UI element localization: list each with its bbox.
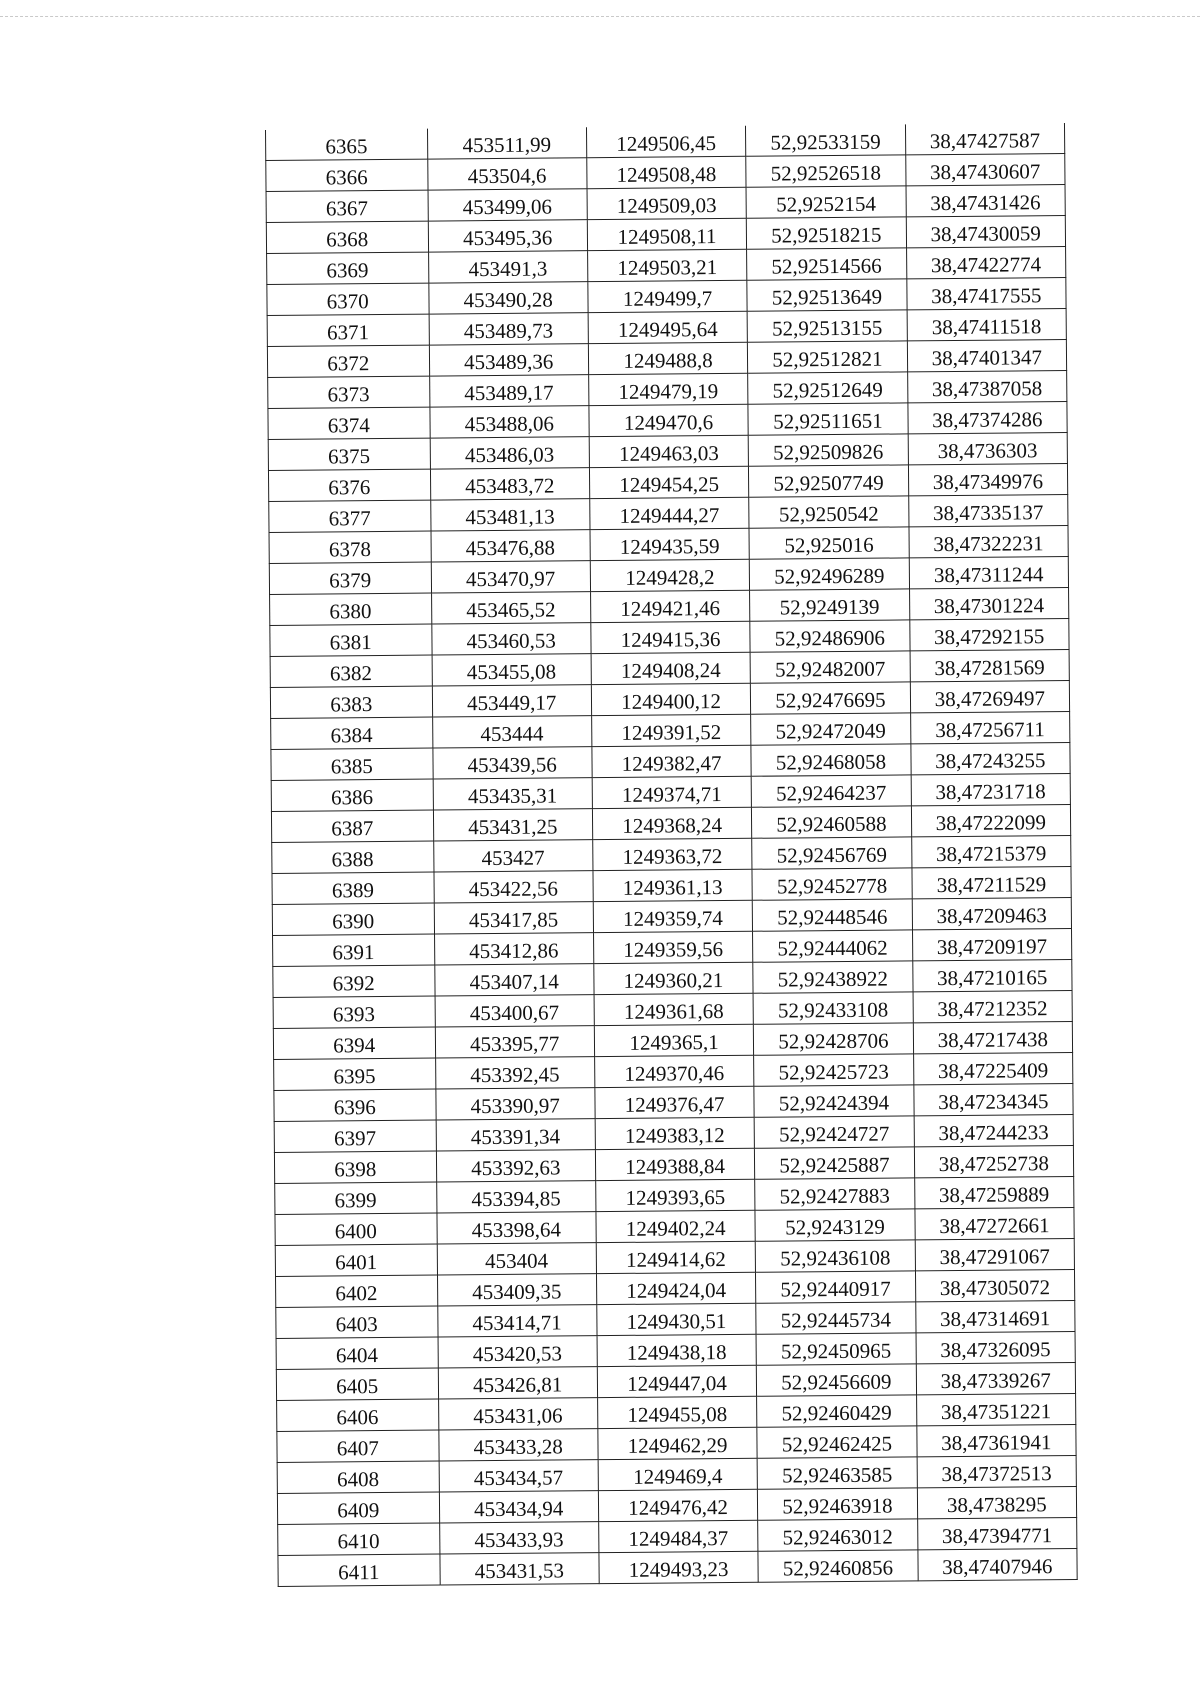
y-coordinate-cell: 1249368,24 xyxy=(592,807,752,839)
y-coordinate-cell: 1249469,4 xyxy=(598,1458,758,1490)
longitude-cell: 38,47387058 xyxy=(907,371,1067,403)
x-coordinate-cell: 453404 xyxy=(437,1243,597,1275)
x-coordinate-cell: 453495,36 xyxy=(428,220,588,252)
x-coordinate-cell: 453392,63 xyxy=(436,1150,596,1182)
y-coordinate-cell: 1249359,74 xyxy=(593,900,753,932)
longitude-cell: 38,47225409 xyxy=(913,1052,1073,1084)
latitude-cell: 52,92514566 xyxy=(747,248,907,280)
x-coordinate-cell: 453400,67 xyxy=(435,995,595,1027)
longitude-cell: 38,47217438 xyxy=(913,1021,1073,1053)
longitude-cell: 38,4736303 xyxy=(908,433,1068,465)
y-coordinate-cell: 1249463,03 xyxy=(589,435,749,467)
y-coordinate-cell: 1249382,47 xyxy=(592,745,752,777)
y-coordinate-cell: 1249488,8 xyxy=(588,342,748,374)
longitude-cell: 38,47430607 xyxy=(905,154,1065,186)
latitude-cell: 52,92533159 xyxy=(746,124,906,156)
latitude-cell: 52,92476695 xyxy=(751,682,911,714)
latitude-cell: 52,92448546 xyxy=(752,899,912,931)
latitude-cell: 52,92464237 xyxy=(751,775,911,807)
latitude-cell: 52,92456609 xyxy=(757,1364,917,1396)
longitude-cell: 38,47291067 xyxy=(915,1238,1075,1270)
x-coordinate-cell: 453427 xyxy=(433,840,593,872)
x-coordinate-cell: 453414,71 xyxy=(437,1305,597,1337)
latitude-cell: 52,92486906 xyxy=(750,620,910,652)
point-number-cell: 6381 xyxy=(270,624,432,656)
y-coordinate-cell: 1249374,71 xyxy=(592,776,752,808)
latitude-cell: 52,92424394 xyxy=(754,1085,914,1117)
x-coordinate-cell: 453481,13 xyxy=(430,499,590,531)
y-coordinate-cell: 1249447,04 xyxy=(597,1365,757,1397)
point-number-cell: 6398 xyxy=(274,1151,436,1183)
x-coordinate-cell: 453394,85 xyxy=(436,1181,596,1213)
latitude-cell: 52,92460588 xyxy=(752,806,912,838)
y-coordinate-cell: 1249454,25 xyxy=(589,466,749,498)
latitude-cell: 52,92450965 xyxy=(756,1333,916,1365)
longitude-cell: 38,47301224 xyxy=(909,588,1069,620)
point-number-cell: 6407 xyxy=(277,1430,439,1462)
point-number-cell: 6394 xyxy=(273,1027,435,1059)
point-number-cell: 6410 xyxy=(278,1523,440,1555)
point-number-cell: 6396 xyxy=(274,1089,436,1121)
longitude-cell: 38,47222099 xyxy=(911,804,1071,836)
longitude-cell: 38,47361941 xyxy=(916,1424,1076,1456)
point-number-cell: 6400 xyxy=(275,1213,437,1245)
y-coordinate-cell: 1249438,18 xyxy=(597,1334,757,1366)
point-number-cell: 6385 xyxy=(271,748,433,780)
longitude-cell: 38,47244233 xyxy=(914,1114,1074,1146)
scan-top-border xyxy=(0,16,1200,17)
y-coordinate-cell: 1249484,37 xyxy=(599,1520,759,1552)
x-coordinate-cell: 453489,73 xyxy=(429,313,589,345)
longitude-cell: 38,47292155 xyxy=(909,619,1069,651)
latitude-cell: 52,92468058 xyxy=(751,744,911,776)
x-coordinate-cell: 453449,17 xyxy=(432,685,592,717)
longitude-cell: 38,47411518 xyxy=(907,309,1067,341)
y-coordinate-cell: 1249408,24 xyxy=(591,652,751,684)
x-coordinate-cell: 453407,14 xyxy=(434,964,594,996)
point-number-cell: 6374 xyxy=(268,407,430,439)
x-coordinate-cell: 453455,08 xyxy=(432,654,592,686)
latitude-cell: 52,92526518 xyxy=(746,155,906,187)
longitude-cell: 38,47209463 xyxy=(912,897,1072,929)
longitude-cell: 38,47401347 xyxy=(907,340,1067,372)
latitude-cell: 52,92472049 xyxy=(751,713,911,745)
longitude-cell: 38,47430059 xyxy=(906,216,1066,248)
longitude-cell: 38,47211529 xyxy=(912,866,1072,898)
latitude-cell: 52,925016 xyxy=(749,527,909,559)
latitude-cell: 52,92518215 xyxy=(747,217,907,249)
point-number-cell: 6403 xyxy=(276,1306,438,1338)
x-coordinate-cell: 453476,88 xyxy=(431,530,591,562)
point-number-cell: 6373 xyxy=(268,376,430,408)
longitude-cell: 38,47335137 xyxy=(908,495,1068,527)
point-number-cell: 6370 xyxy=(267,283,429,315)
longitude-cell: 38,47281569 xyxy=(910,650,1070,682)
latitude-cell: 52,92433108 xyxy=(753,992,913,1024)
longitude-cell: 38,47231718 xyxy=(911,773,1071,805)
longitude-cell: 38,47272661 xyxy=(915,1207,1075,1239)
y-coordinate-cell: 1249359,56 xyxy=(593,931,753,963)
latitude-cell: 52,92463585 xyxy=(757,1457,917,1489)
point-number-cell: 6369 xyxy=(267,252,429,284)
point-number-cell: 6365 xyxy=(265,129,427,161)
point-number-cell: 6393 xyxy=(273,996,435,1028)
latitude-cell: 52,9252154 xyxy=(746,186,906,218)
y-coordinate-cell: 1249506,45 xyxy=(586,126,746,158)
point-number-cell: 6404 xyxy=(276,1337,438,1369)
x-coordinate-cell: 453490,28 xyxy=(428,282,588,314)
x-coordinate-cell: 453434,94 xyxy=(439,1491,599,1523)
point-number-cell: 6390 xyxy=(272,903,434,935)
coordinates-table-body xyxy=(265,123,1077,1586)
x-coordinate-cell: 453420,53 xyxy=(438,1336,598,1368)
point-number-cell: 6389 xyxy=(272,872,434,904)
longitude-cell: 38,47394771 xyxy=(917,1517,1077,1549)
point-number-cell: 6366 xyxy=(266,159,428,191)
point-number-cell: 6409 xyxy=(277,1492,439,1524)
longitude-cell: 38,47431426 xyxy=(906,185,1066,217)
x-coordinate-cell: 453431,06 xyxy=(438,1398,598,1430)
y-coordinate-cell: 1249360,21 xyxy=(594,962,754,994)
latitude-cell: 52,92512821 xyxy=(748,341,908,373)
x-coordinate-cell: 453398,64 xyxy=(436,1212,596,1244)
point-number-cell: 6376 xyxy=(268,469,430,501)
y-coordinate-cell: 1249421,46 xyxy=(590,590,750,622)
point-number-cell: 6405 xyxy=(276,1368,438,1400)
longitude-cell: 38,47311244 xyxy=(909,557,1069,589)
latitude-cell: 52,92427883 xyxy=(755,1178,915,1210)
longitude-cell: 38,47372513 xyxy=(917,1455,1077,1487)
x-coordinate-cell: 453412,86 xyxy=(434,933,594,965)
x-coordinate-cell: 453433,93 xyxy=(439,1522,599,1554)
latitude-cell: 52,92463012 xyxy=(758,1519,918,1551)
y-coordinate-cell: 1249509,03 xyxy=(587,187,747,219)
y-coordinate-cell: 1249388,84 xyxy=(595,1148,755,1180)
y-coordinate-cell: 1249383,12 xyxy=(595,1117,755,1149)
x-coordinate-cell: 453460,53 xyxy=(431,623,591,655)
point-number-cell: 6406 xyxy=(277,1399,439,1431)
point-number-cell: 6411 xyxy=(278,1554,440,1586)
longitude-cell: 38,47322231 xyxy=(909,526,1069,558)
point-number-cell: 6367 xyxy=(266,190,428,222)
y-coordinate-cell: 1249476,42 xyxy=(598,1489,758,1521)
y-coordinate-cell: 1249430,51 xyxy=(597,1303,757,1335)
y-coordinate-cell: 1249402,24 xyxy=(596,1210,756,1242)
latitude-cell: 52,92507749 xyxy=(749,465,909,497)
latitude-cell: 52,92482007 xyxy=(750,651,910,683)
x-coordinate-cell: 453391,34 xyxy=(436,1119,596,1151)
longitude-cell: 38,47417555 xyxy=(906,278,1066,310)
y-coordinate-cell: 1249376,47 xyxy=(595,1086,755,1118)
longitude-cell: 38,47422774 xyxy=(906,247,1066,279)
point-number-cell: 6388 xyxy=(272,841,434,873)
y-coordinate-cell: 1249428,2 xyxy=(590,559,750,591)
y-coordinate-cell: 1249508,11 xyxy=(587,218,747,250)
longitude-cell: 38,47212352 xyxy=(913,990,1073,1022)
point-number-cell: 6368 xyxy=(266,221,428,253)
latitude-cell: 52,92425723 xyxy=(754,1054,914,1086)
longitude-cell: 38,47305072 xyxy=(915,1269,1075,1301)
longitude-cell: 38,47259889 xyxy=(914,1176,1074,1208)
y-coordinate-cell: 1249391,52 xyxy=(591,714,751,746)
longitude-cell: 38,47243255 xyxy=(910,742,1070,774)
point-number-cell: 6377 xyxy=(269,500,431,532)
y-coordinate-cell: 1249455,08 xyxy=(597,1396,757,1428)
longitude-cell: 38,47374286 xyxy=(907,402,1067,434)
point-number-cell: 6378 xyxy=(269,531,431,563)
y-coordinate-cell: 1249415,36 xyxy=(591,621,751,653)
y-coordinate-cell: 1249361,68 xyxy=(594,993,754,1025)
x-coordinate-cell: 453499,06 xyxy=(428,189,588,221)
latitude-cell: 52,92428706 xyxy=(754,1023,914,1055)
longitude-cell: 38,47407946 xyxy=(918,1548,1078,1580)
table-row xyxy=(278,1548,1077,1586)
latitude-cell: 52,92440917 xyxy=(756,1271,916,1303)
longitude-cell: 38,47427587 xyxy=(905,123,1065,155)
x-coordinate-cell: 453433,28 xyxy=(438,1429,598,1461)
y-coordinate-cell: 1249393,65 xyxy=(596,1179,756,1211)
x-coordinate-cell: 453435,31 xyxy=(433,778,593,810)
point-number-cell: 6371 xyxy=(267,314,429,346)
point-number-cell: 6380 xyxy=(270,593,432,625)
longitude-cell: 38,47215379 xyxy=(911,835,1071,867)
y-coordinate-cell: 1249435,59 xyxy=(590,528,750,560)
longitude-cell: 38,47234345 xyxy=(913,1083,1073,1115)
latitude-cell: 52,9249139 xyxy=(750,589,910,621)
x-coordinate-cell: 453486,03 xyxy=(430,437,590,469)
latitude-cell: 52,92512649 xyxy=(748,372,908,404)
latitude-cell: 52,9243129 xyxy=(755,1209,915,1241)
point-number-cell: 6392 xyxy=(273,965,435,997)
latitude-cell: 52,92463918 xyxy=(758,1488,918,1520)
coordinates-table xyxy=(265,123,1078,1587)
x-coordinate-cell: 453465,52 xyxy=(431,592,591,624)
longitude-cell: 38,47269497 xyxy=(910,681,1070,713)
latitude-cell: 52,92456769 xyxy=(752,837,912,869)
point-number-cell: 6384 xyxy=(271,717,433,749)
x-coordinate-cell: 453489,17 xyxy=(429,375,589,407)
point-number-cell: 6391 xyxy=(273,934,435,966)
point-number-cell: 6397 xyxy=(274,1120,436,1152)
latitude-cell: 52,92436108 xyxy=(755,1240,915,1272)
y-coordinate-cell: 1249479,19 xyxy=(589,373,749,405)
x-coordinate-cell: 453390,97 xyxy=(435,1088,595,1120)
y-coordinate-cell: 1249493,23 xyxy=(599,1551,759,1583)
x-coordinate-cell: 453422,56 xyxy=(433,871,593,903)
x-coordinate-cell: 453489,36 xyxy=(429,344,589,376)
y-coordinate-cell: 1249508,48 xyxy=(587,156,747,188)
x-coordinate-cell: 453409,35 xyxy=(437,1274,597,1306)
x-coordinate-cell: 453483,72 xyxy=(430,468,590,500)
x-coordinate-cell: 453431,25 xyxy=(433,809,593,841)
latitude-cell: 52,9250542 xyxy=(749,496,909,528)
point-number-cell: 6395 xyxy=(274,1058,436,1090)
x-coordinate-cell: 453395,77 xyxy=(435,1026,595,1058)
latitude-cell: 52,92438922 xyxy=(753,961,913,993)
latitude-cell: 52,92425887 xyxy=(755,1147,915,1179)
latitude-cell: 52,92452778 xyxy=(752,868,912,900)
point-number-cell: 6379 xyxy=(269,562,431,594)
point-number-cell: 6386 xyxy=(271,779,433,811)
point-number-cell: 6372 xyxy=(267,345,429,377)
longitude-cell: 38,47209197 xyxy=(912,928,1072,960)
latitude-cell: 52,92462425 xyxy=(757,1426,917,1458)
latitude-cell: 52,92511651 xyxy=(748,403,908,435)
y-coordinate-cell: 1249363,72 xyxy=(593,838,753,870)
x-coordinate-cell: 453444 xyxy=(432,716,592,748)
x-coordinate-cell: 453491,3 xyxy=(428,251,588,283)
y-coordinate-cell: 1249503,21 xyxy=(587,249,747,281)
latitude-cell: 52,92513649 xyxy=(747,279,907,311)
y-coordinate-cell: 1249400,12 xyxy=(591,683,751,715)
point-number-cell: 6383 xyxy=(270,686,432,718)
x-coordinate-cell: 453470,97 xyxy=(431,561,591,593)
longitude-cell: 38,47314691 xyxy=(915,1300,1075,1332)
y-coordinate-cell: 1249370,46 xyxy=(594,1055,754,1087)
x-coordinate-cell: 453431,53 xyxy=(439,1553,599,1585)
y-coordinate-cell: 1249414,62 xyxy=(596,1241,756,1273)
x-coordinate-cell: 453439,56 xyxy=(432,747,592,779)
x-coordinate-cell: 453504,6 xyxy=(427,158,587,190)
y-coordinate-cell: 1249365,1 xyxy=(594,1024,754,1056)
latitude-cell: 52,92444062 xyxy=(753,930,913,962)
longitude-cell: 38,47256711 xyxy=(910,712,1070,744)
x-coordinate-cell: 453392,45 xyxy=(435,1057,595,1089)
y-coordinate-cell: 1249470,6 xyxy=(589,404,749,436)
point-number-cell: 6375 xyxy=(268,438,430,470)
latitude-cell: 52,92424727 xyxy=(754,1116,914,1148)
x-coordinate-cell: 453434,57 xyxy=(439,1460,599,1492)
latitude-cell: 52,92460856 xyxy=(758,1550,918,1582)
latitude-cell: 52,92513155 xyxy=(747,310,907,342)
longitude-cell: 38,4738295 xyxy=(917,1486,1077,1518)
y-coordinate-cell: 1249462,29 xyxy=(598,1427,758,1459)
longitude-cell: 38,47252738 xyxy=(914,1145,1074,1177)
x-coordinate-cell: 453488,06 xyxy=(429,406,589,438)
point-number-cell: 6399 xyxy=(275,1182,437,1214)
latitude-cell: 52,92445734 xyxy=(756,1302,916,1334)
longitude-cell: 38,47349976 xyxy=(908,464,1068,496)
x-coordinate-cell: 453511,99 xyxy=(427,127,587,159)
latitude-cell: 52,92509826 xyxy=(748,434,908,466)
y-coordinate-cell: 1249499,7 xyxy=(588,280,748,312)
y-coordinate-cell: 1249424,04 xyxy=(596,1272,756,1304)
point-number-cell: 6401 xyxy=(275,1244,437,1276)
y-coordinate-cell: 1249444,27 xyxy=(590,497,750,529)
y-coordinate-cell: 1249495,64 xyxy=(588,311,748,343)
longitude-cell: 38,47210165 xyxy=(912,959,1072,991)
x-coordinate-cell: 453426,81 xyxy=(438,1367,598,1399)
point-number-cell: 6402 xyxy=(276,1275,438,1307)
latitude-cell: 52,92460429 xyxy=(757,1395,917,1427)
latitude-cell: 52,92496289 xyxy=(749,558,909,590)
y-coordinate-cell: 1249361,13 xyxy=(593,869,753,901)
x-coordinate-cell: 453417,85 xyxy=(434,902,594,934)
longitude-cell: 38,47339267 xyxy=(916,1362,1076,1394)
point-number-cell: 6408 xyxy=(277,1461,439,1493)
longitude-cell: 38,47326095 xyxy=(916,1331,1076,1363)
point-number-cell: 6382 xyxy=(270,655,432,687)
point-number-cell: 6387 xyxy=(271,810,433,842)
longitude-cell: 38,47351221 xyxy=(916,1393,1076,1425)
